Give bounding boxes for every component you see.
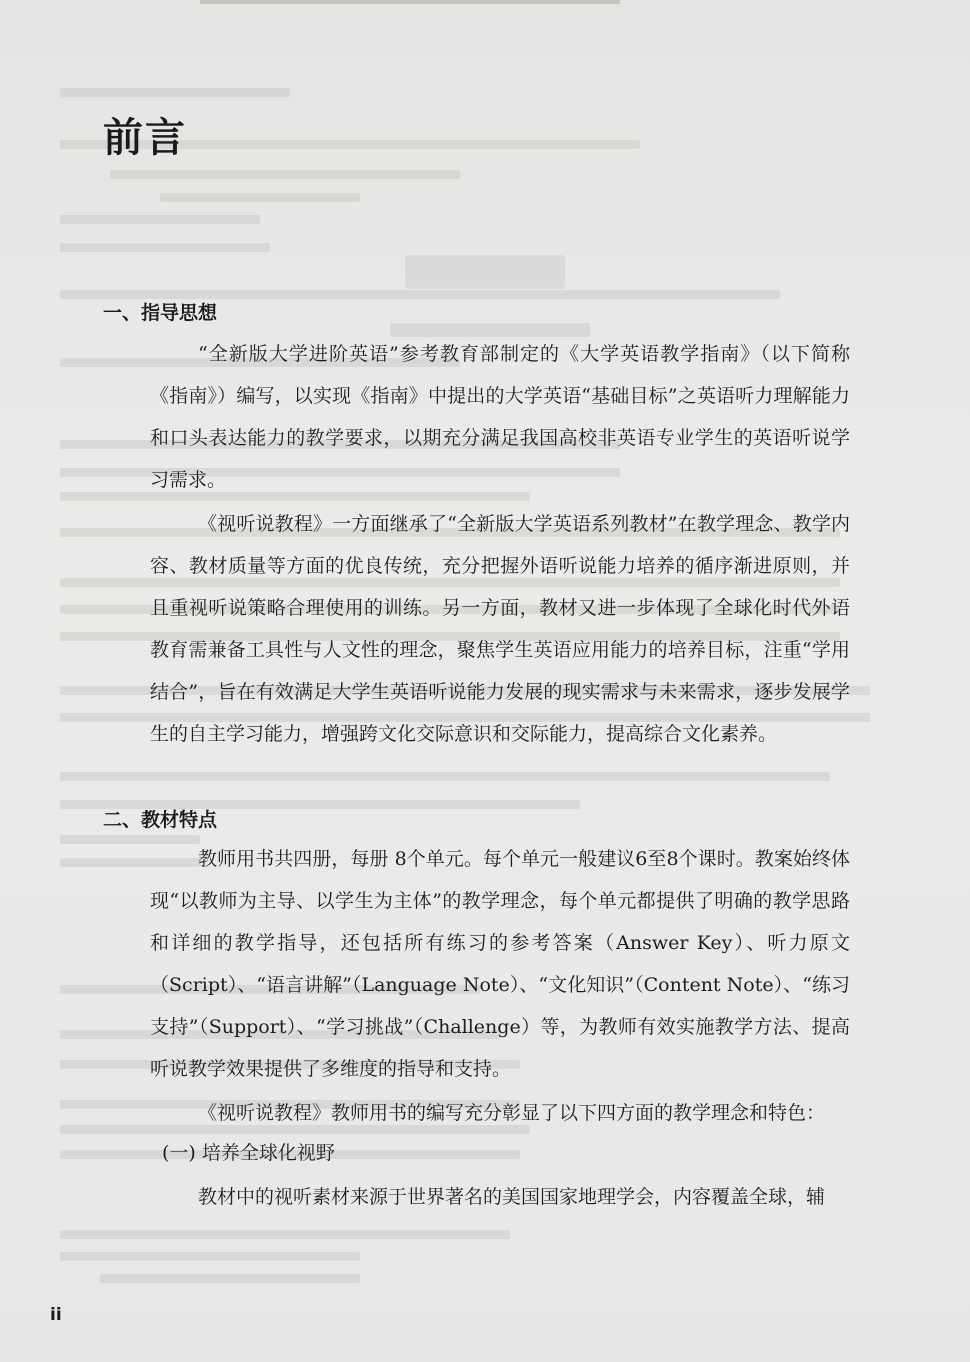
page-title: 前言: [103, 115, 187, 161]
section-heading-textbook-features: 二、教材特点: [103, 809, 218, 831]
paragraph-global-vision-1: 教材中的视听素材来源于世界著名的美国国家地理学会，内容覆盖全球，辅: [198, 1186, 826, 1208]
paragraph-guiding-ideology-1: “全新版大学进阶英语”参考教育部制定的《大学英语教学指南》（以下简称《指南》）编写，以实现《指南》中提出的大学英语“基础目标”之英语听力理解能力和口头表达能力的教学要求，以期充分满足我国高校非英语专业学生的英语听说学习需求。: [150, 343, 850, 491]
section-heading-guiding-ideology: 一、指导思想: [103, 302, 218, 324]
paragraph-textbook-features-1: 教师用书共四册，每册 8个单元。每个单元一般建议6至8个课时。教案始终体现“以教师为主导、以学生为主体”的教学理念，每个单元都提供了明确的教学思路和详细的教学指导，还包括所有练习的参考答案（Answer Key）、听力原文（Script）、“语言讲解”（Language Note）、“文化知识”（Content Note）、“练习支持”（Support）、“学习挑战”（Challenge）等，为教师有效实施教学方法、提高听说教学效果提供了多维度的指导和支持。: [150, 848, 850, 1080]
page-top-edge: [200, 0, 620, 4]
page-number: ii: [50, 1305, 62, 1325]
paragraph-textbook-features-2: 《视听说教程》教师用书的编写充分彰显了以下四方面的教学理念和特色：: [198, 1102, 826, 1124]
paragraph-guiding-ideology-2: 《视听说教程》一方面继承了“全新版大学英语系列教材”在教学理念、教学内容、教材质量等方面的优良传统，充分把握外语听说能力培养的循序渐进原则，并且重视听说策略合理使用的训练。另一方面，教材又进一步体现了全球化时代外语教育需兼备工具性与人文性的理念，聚焦学生英语应用能力的培养目标，注重“学用结合”，旨在有效满足大学生英语听说能力发展的现实需求与未来需求，逐步发展学生的自主学习能力，增强跨文化交际意识和交际能力，提高综合文化素养。: [150, 513, 850, 745]
subheading-global-vision: (一) 培养全球化视野: [162, 1142, 335, 1164]
